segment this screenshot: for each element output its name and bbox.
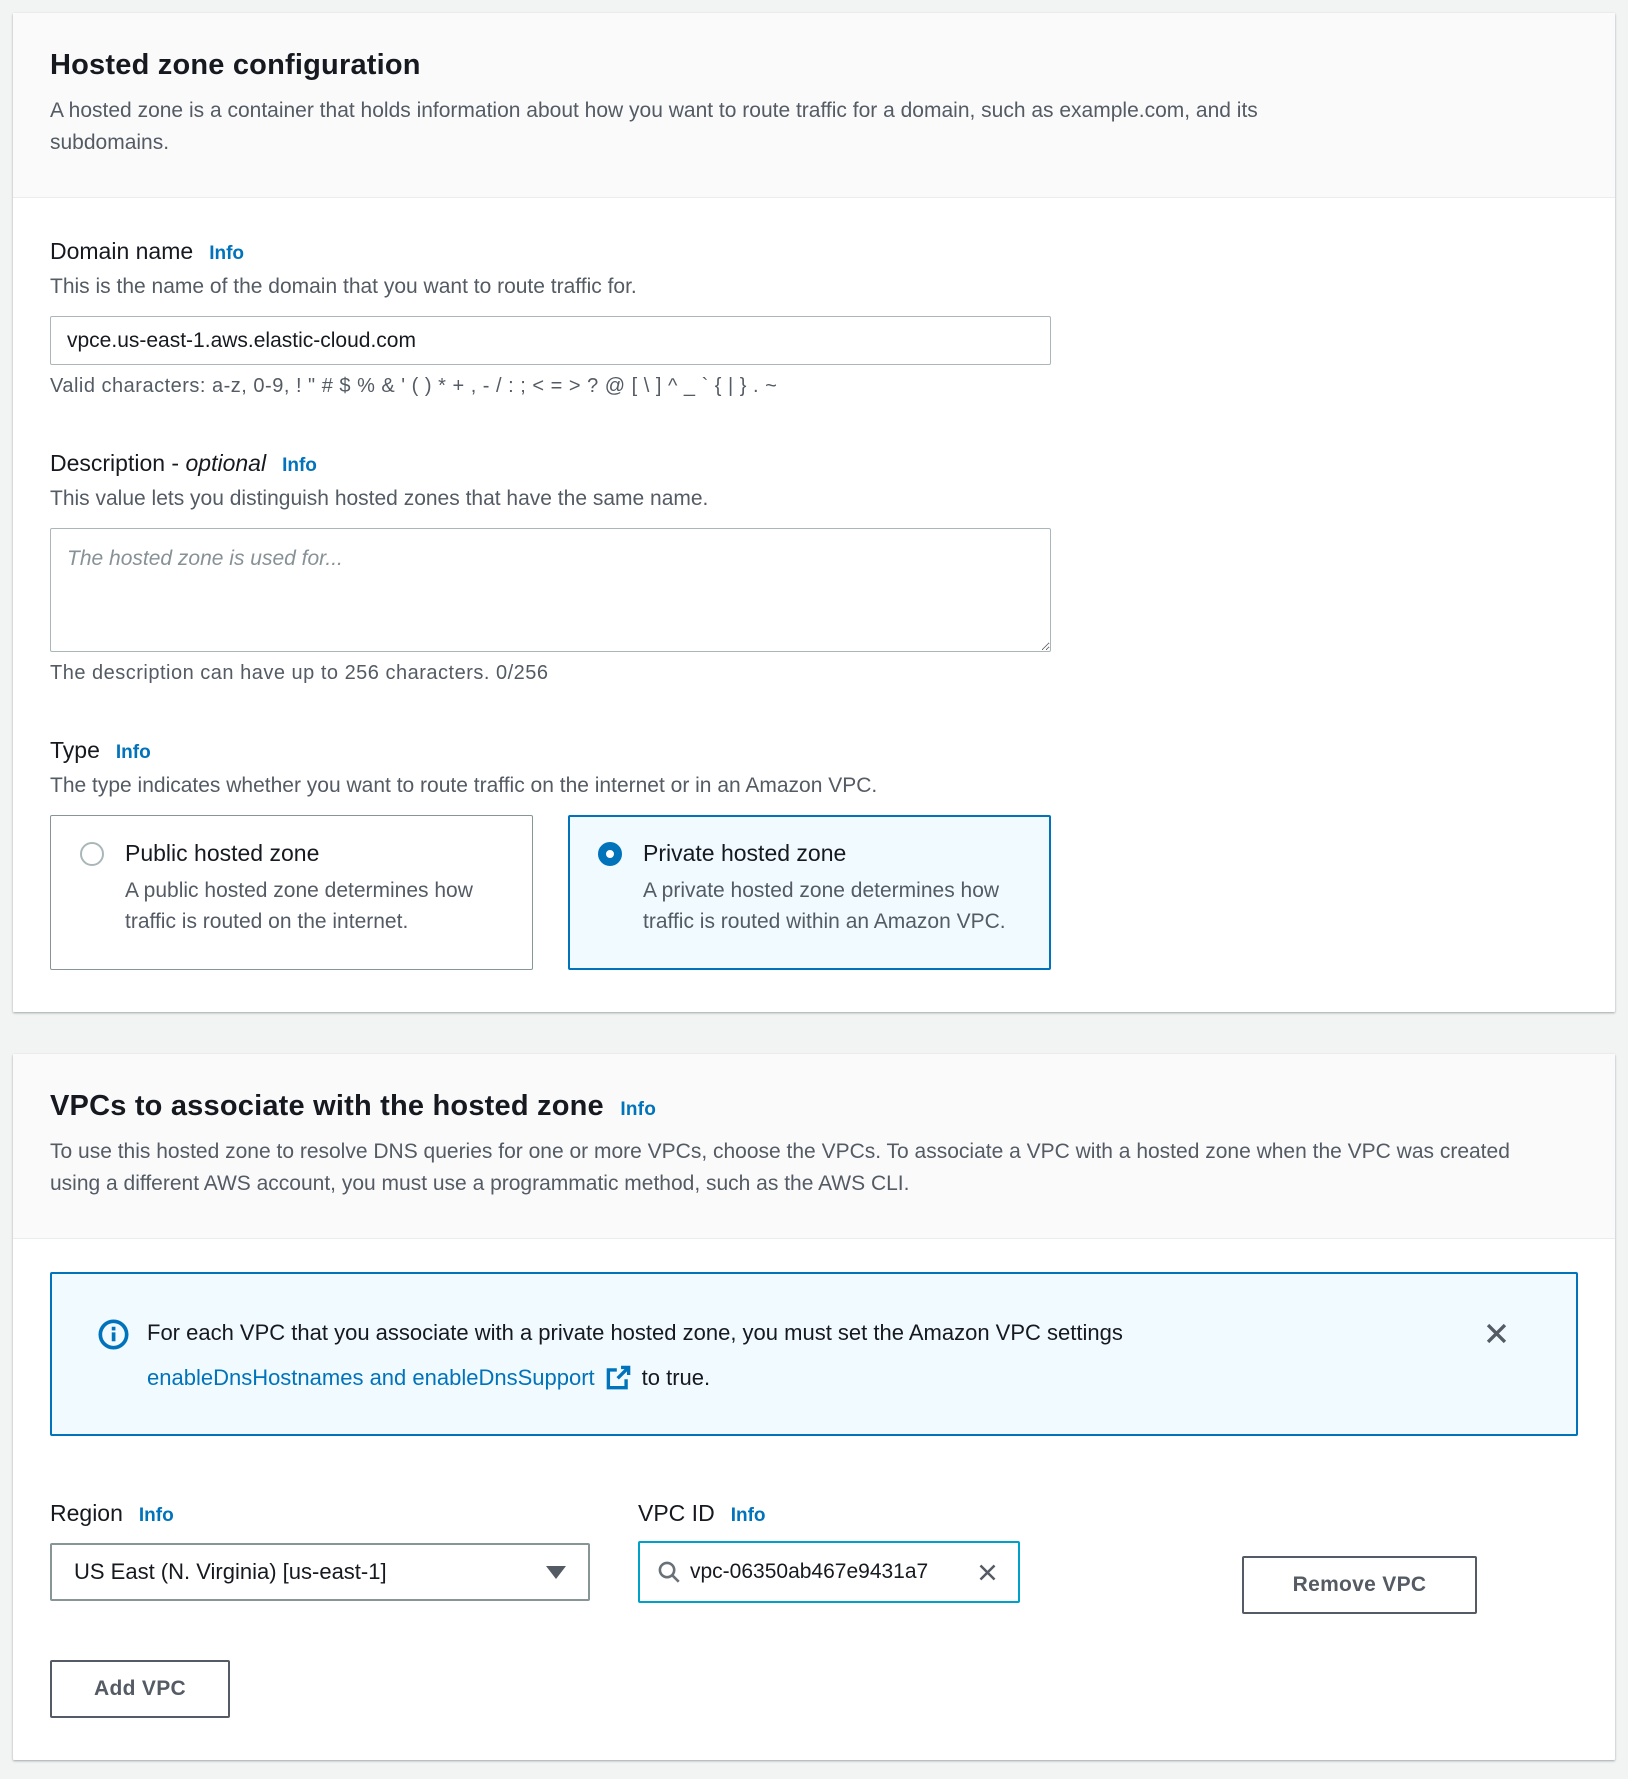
private-hosted-zone-title-row (598, 840, 1049, 867)
type-label: Type (50, 737, 100, 763)
hosted-zone-configuration-header (13, 13, 1615, 198)
vpc-id-field (638, 1500, 1020, 1603)
chevron-down-icon (546, 1566, 566, 1579)
enable-dns-settings-link[interactable]: enableDnsHostnames and enableDnsSupport (147, 1365, 595, 1390)
public-hosted-zone-title: Public hosted zone (125, 840, 320, 866)
domain-name-help-text: This is the name of the domain that you want to route traffic for. (50, 275, 637, 298)
alert-text (147, 1316, 1449, 1394)
vpc-settings-info-alert (50, 1272, 1578, 1436)
type-label-row (50, 737, 1578, 764)
alert-message-suffix: to true. (641, 1365, 711, 1390)
region-select[interactable] (50, 1543, 590, 1601)
vpc-id-label: VPC ID (638, 1500, 715, 1526)
vpc-id-clear-button[interactable] (973, 1558, 1002, 1587)
private-hosted-zone-description: A private hosted zone determines how traffic is routed within an Amazon VPC. (643, 879, 1006, 933)
panel1-title: Hosted zone configuration (50, 49, 421, 81)
region-label-row (50, 1500, 590, 1527)
panel1-body (13, 198, 1615, 1012)
panel2-body (13, 1272, 1615, 1760)
vpcs-to-associate-panel (13, 1054, 1615, 1760)
public-hosted-zone-description: A public hosted zone determines how traffic is routed on the internet. (125, 879, 473, 933)
alert-message-line2 (147, 1361, 1449, 1394)
vpc-id-search-box (638, 1541, 1020, 1603)
remove-vpc-button[interactable]: Remove VPC (1242, 1556, 1477, 1614)
description-field-group (50, 450, 1578, 685)
domain-name-label-row (50, 238, 1578, 265)
private-hosted-zone-option-card[interactable] (568, 815, 1051, 970)
vpc-id-label-row (638, 1500, 1020, 1527)
region-field (50, 1500, 590, 1601)
domain-name-info-link[interactable]: Info (209, 243, 245, 264)
type-info-link[interactable]: Info (115, 742, 151, 763)
public-hosted-zone-radio-icon[interactable] (80, 842, 104, 866)
region-selected-value: US East (N. Virginia) [us-east-1] (74, 1559, 387, 1584)
hosted-zone-configuration-panel (13, 13, 1615, 1012)
private-hosted-zone-title: Private hosted zone (643, 840, 847, 866)
external-link-icon[interactable] (605, 1364, 632, 1391)
vpc-id-info-link[interactable]: Info (730, 1505, 766, 1526)
info-circle-icon (98, 1319, 129, 1355)
description-constraint-text: The description can have up to 256 characters. 0/256 (50, 662, 549, 684)
domain-name-label: Domain name (50, 238, 194, 264)
description-textarea[interactable] (50, 528, 1051, 652)
private-hosted-zone-radio-icon[interactable] (598, 842, 622, 866)
close-icon (1483, 1320, 1510, 1347)
vpcs-panel-info-link[interactable]: Info (620, 1099, 657, 1120)
region-label: Region (50, 1500, 123, 1526)
description-label: Description - optional (50, 450, 267, 476)
public-hosted-zone-title-row (80, 840, 532, 867)
domain-name-constraint-text: Valid characters: a-z, 0-9, ! " # $ % & ' ( ) * + , - / : ; < = > ? @ [ \ ] ^ _ ` { | } . ~ (50, 375, 778, 397)
domain-name-field-group (50, 238, 1578, 398)
alert-message-line1: For each VPC that you associate with a private hosted zone, you must set the Amazon VPC settings (147, 1320, 1123, 1345)
region-info-link[interactable]: Info (138, 1505, 174, 1526)
public-hosted-zone-option-card[interactable] (50, 815, 533, 970)
vpc-id-input[interactable] (690, 1560, 965, 1584)
alert-close-button[interactable] (1479, 1316, 1514, 1354)
description-label-row (50, 450, 1578, 477)
description-info-link[interactable]: Info (282, 455, 317, 476)
panel2-title: VPCs to associate with the hosted zone Info (50, 1090, 657, 1122)
add-vpc-button[interactable]: Add VPC (50, 1660, 230, 1718)
description-help-text: This value lets you distinguish hosted zones that have the same name. (50, 487, 709, 510)
panel1-description: A hosted zone is a container that holds information about how you want to route traffic for a domain, such as example.com, and its subdomains. (50, 99, 1258, 154)
vpcs-panel-header (13, 1054, 1615, 1239)
description-optional-label: optional (185, 450, 267, 476)
clear-x-icon (975, 1560, 1000, 1585)
type-field-group (50, 737, 1578, 970)
domain-name-input[interactable] (50, 316, 1051, 365)
vpc-association-row (50, 1500, 1578, 1614)
type-radio-cards (50, 815, 1578, 970)
type-help-text: The type indicates whether you want to route traffic on the internet or in an Amazon VPC. (50, 774, 878, 797)
search-icon (656, 1559, 682, 1585)
panel2-description: To use this hosted zone to resolve DNS queries for one or more VPCs, choose the VPCs. To associate a VPC with a hosted zone when the VPC was created using a different AWS account, you must use a programmatic method, such as the AWS CLI. (50, 1140, 1510, 1195)
